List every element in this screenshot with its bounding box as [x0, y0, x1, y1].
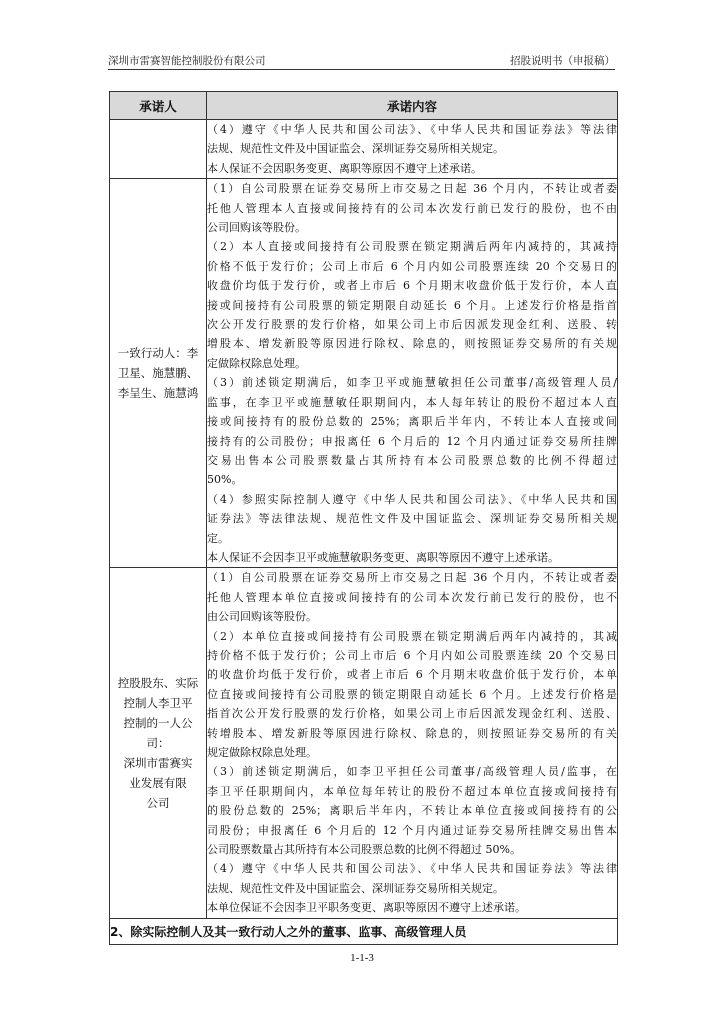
commitment-text-line: （4）遵守《中华人民共和国公司法》、《中华人民共和国证券法》等法律	[207, 862, 617, 876]
promisor-cell	[110, 179, 207, 568]
commitment-text-line: 定。	[207, 531, 229, 545]
commitment-text-line: 增股本、增发新股等原因进行除权、除息的，则按照证券交易所的有关规	[207, 337, 617, 351]
table-header-row	[110, 92, 618, 120]
commitment-text-line: 法规、规范性文件及中国证监会、深圳证券交易所相关规定。	[207, 142, 504, 156]
commitment-text-line: 50%。	[207, 473, 243, 487]
company-name: 深圳市雷赛智能控制股份有限公司	[108, 55, 266, 67]
table-row	[110, 120, 618, 179]
commitment-text-line: 接或间接持有公司股票的锁定期限自动延长 6 个月。上述发行价格是指首	[207, 298, 617, 312]
table-row	[110, 179, 618, 568]
promisor-name-line: 司：	[146, 736, 170, 750]
column-header-promisor: 承诺人	[110, 92, 207, 120]
table-row	[110, 568, 618, 918]
commitment-text-line: 司股份；申报离任 6 个月后的 12 个月内通过证券交易所挂牌交易出售本	[207, 823, 617, 837]
commitment-text-line: 交易出售本公司股票数量占其所持有本公司股票总数的比例不得超过	[207, 453, 617, 467]
commitment-text-line: 本人保证不会因职务变更、离职等原因不遵守上述承诺。	[207, 161, 482, 175]
commitment-text-line: 李卫平任职期间内，本单位每年转让的股份不超过本单位直接或间接持有	[207, 784, 617, 798]
promisor-cell	[110, 568, 207, 918]
promisor-name-line: 控股股东、实际	[117, 676, 199, 690]
commitment-text-line: 监事，在李卫平或施慧敏任职期间内，本人每年转让的股份不超过本人直	[207, 395, 617, 409]
commitment-text-line: 次公开发行股票的发行价格，如果公司上市后因派发现金红利、送股、转	[207, 318, 617, 332]
section-row	[110, 918, 618, 944]
page-number: 1-1-3	[350, 952, 374, 964]
commitment-text-line: 转增股本、增发新股等原因进行除权、除息的，则按照证券交易所的有关	[207, 726, 617, 740]
section-heading: 2、除实际控制人及其一致行动人之外的董事、监事、高级管理人员	[110, 918, 618, 944]
commitment-text-line: 证券法》等法律法规、规范性文件及中国证监会、深圳证券交易所相关规	[207, 512, 617, 526]
commitment-text-line: 接或间接持有的股份总数的 25%；离职后半年内，不转让本人直接或间	[207, 415, 617, 429]
commitment-text-line: （3）前述锁定期满后，如李卫平或施慧敏担任公司董事/高级管理人员/	[207, 376, 617, 390]
promisor-cell	[110, 120, 207, 179]
commitment-text-line: 法规、规范性文件及中国证监会、深圳证券交易所相关规定。	[207, 881, 504, 895]
commitment-text-line: 接持有的公司股份；申报离任 6 个月后的 12 个月内通过证券交易所挂牌	[207, 434, 617, 448]
commitment-content-cell	[207, 120, 618, 179]
commitment-text-line: （4）参照实际控制人遵守《中华人民共和国公司法》、《中华人民共和国	[207, 492, 617, 506]
commitment-text-line: 持价格不低于发行价；公司上市后 6 个月内如公司股票连续 20 个交易日	[207, 648, 617, 662]
document-title: 招股说明书（申报稿）	[510, 55, 615, 67]
promisor-name-line: 一致行动人：李	[117, 346, 199, 361]
commitment-content-cell	[207, 568, 618, 918]
commitment-text-line: 定做除权除息处理。	[207, 356, 306, 370]
commitment-text-line: 规定做除权除息处理。	[207, 746, 317, 759]
commitment-text-line: （1）自公司股票在证券交易所上市交易之日起 36 个月内，不转让或者委	[207, 571, 617, 585]
promisor-name-line: 深圳市雷赛实	[123, 756, 193, 770]
page-header	[108, 53, 615, 69]
commitment-text-line: 公司回购该等股份。	[207, 221, 306, 235]
commitment-text-line: 价格不低于发行价；公司上市后 6 个月内如公司股票连续 20 个交易日的	[207, 259, 617, 273]
commitment-text-line: 公司股票数量占其所持有本公司股票总数的比例不得超过 50%。	[207, 843, 521, 857]
promisor-name-line: 业发展有限	[129, 776, 187, 790]
commitment-text-line: （2）本单位直接或间接持有公司股票在锁定期满后两年内减持的，其减	[207, 629, 617, 643]
commitment-text-line: 指首次公开发行股票的发行价格，如果公司上市后因派发现金红利、送股、	[207, 707, 617, 721]
commitment-text-line: （1）自公司股票在证券交易所上市交易之日起 36 个月内，不转让或者委	[207, 182, 617, 196]
commitment-table	[109, 91, 618, 945]
promisor-name-line: 公司	[146, 796, 170, 810]
commitment-text-line: 由公司回购该等股份。	[207, 610, 317, 624]
commitment-text-line: 托他人管理本单位直接或间接持有的公司本次发行前已发行的股份，也不	[207, 590, 617, 604]
commitment-text-line: （4）遵守《中华人民共和国公司法》、《中华人民共和国证券法》等法律	[207, 123, 617, 136]
commitment-text-line: 收盘价均低于发行价，或者上市后 6 个月期末收盘价低于发行价，本人直	[207, 279, 617, 293]
commitment-text-line: （3）前述锁定期满后，如李卫平担任公司董事/高级管理人员/监事，在	[207, 765, 617, 779]
promisor-name-line: 控制的一人公	[123, 716, 193, 730]
promisor-name-line: 李呈生、施慧鸿	[117, 386, 199, 401]
commitment-text-line: 的收盘价均低于发行价，或者上市后 6 个月期末收盘价低于发行价，本单	[207, 668, 617, 682]
commitment-text-line: （2）本人直接或间接持有公司股票在锁定期满后两年内减持的，其减持	[207, 240, 617, 254]
promisor-name-line: 卫星、施慧鹏、	[117, 366, 199, 381]
header-rule	[108, 69, 615, 70]
column-header-content: 承诺内容	[207, 92, 618, 120]
commitment-text-line: 托他人管理本人直接或间接持有的公司本次发行前已发行的股份，也不由	[207, 201, 617, 215]
commitment-text-line: 本人保证不会因李卫平或施慧敏职务变更、离职等原因不遵守上述承诺。	[207, 550, 559, 564]
promisor-name-line: 控制人李卫平	[123, 696, 193, 710]
commitment-text-line: 本单位保证不会因李卫平职务变更、离职等原因不遵守上述承诺。	[207, 901, 526, 915]
commitment-content-cell	[207, 179, 618, 568]
commitment-text-line: 位直接或间接持有公司股票的锁定期限自动延长 6 个月。上述发行价格是	[207, 687, 617, 701]
commitment-text-line: 的股份总数的 25%；离职后半年内，不转让本单位直接或间接持有的公	[207, 804, 617, 818]
